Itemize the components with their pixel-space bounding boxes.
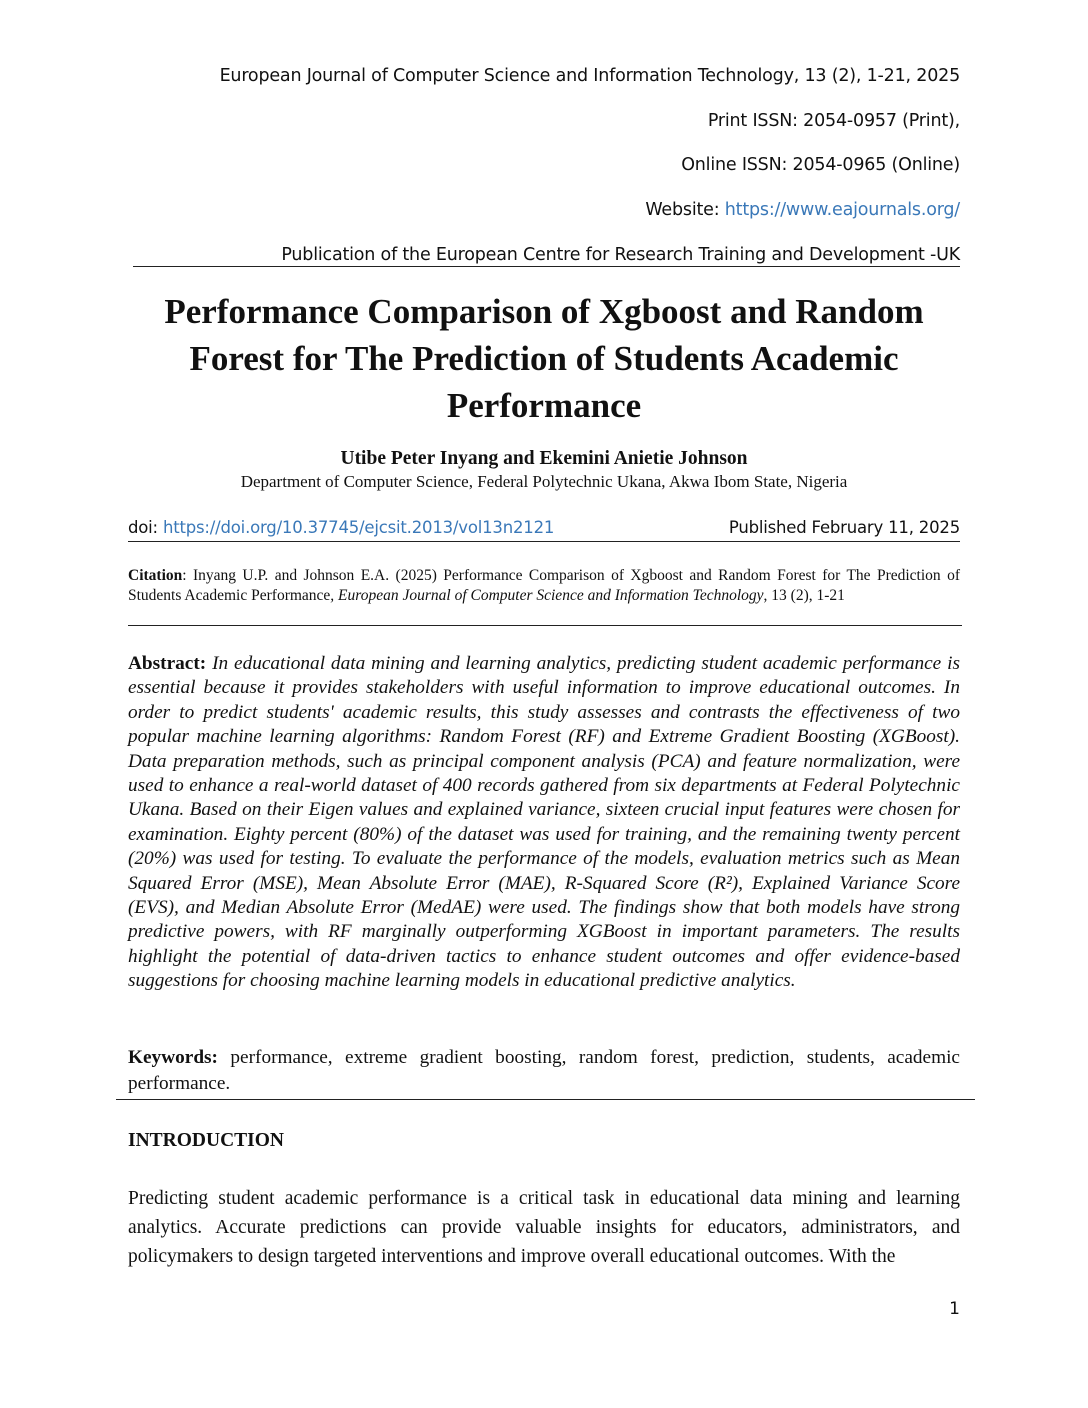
title-line: Performance Comparison of Xgboost and Random [164,292,924,331]
header-divider [133,266,960,267]
published-date: Published February 11, 2025 [728,518,960,537]
citation [128,566,960,606]
doi [128,518,554,537]
authors: Utibe Peter Inyang and Ekemini Anietie Johnson [340,448,748,469]
keywords-text: performance, extreme gradient boosting, random forest, prediction, students, academic performance. [128,1047,960,1094]
citation-divider [128,625,962,626]
doi-divider [128,541,960,542]
online-issn: Online ISSN: 2054-0965 (Online) [681,155,960,175]
citation-journal: , European Journal of Computer Science and Information Technology [330,587,764,604]
doi-row [128,518,960,537]
abstract-label: Abstract: [128,653,207,674]
abstract-text: In educational data mining and learning analytics, predicting student academic performance is essential because it provides stakeholders with useful information to improve educational outcomes. In order to predict students' academic results, this study assesses and contrasts the effectiveness of two popular machine learning algorithms: Random Forest (RF) and Extreme Gradient Boosting (XGBoost). Data preparation methods, such as principal component analysis (PCA) and feature normalization, were used to enhance a real-world dataset of 400 records gathered from six departments at Federal Polytechnic Ukana. Based on their Eigen values and explained variance, sixteen crucial input features were chosen for examination. Eighty percent (80%) of the dataset was used for training, and the remaining twenty percent (20%) was used for testing. To evaluate the performance of the models, evaluation metrics such as Mean Squared Error (MSE), Mean Absolute Error (MAE), R-Squared Score (R²), Explained Variance Score (EVS), and Median Absolute Error (MedAE) were used. The findings show that both models have strong predictive powers, with RF marginally outperforming XGBoost in important parameters. The results highlight the potential of data-driven tactics to enhance student outcomes and offer evidence-based suggestions for choosing machine learning models in educational predictive analytics. [128,653,960,992]
print-issn: Print ISSN: 2054-0957 (Print), [707,111,960,131]
introduction-paragraph: Predicting student academic performance is a critical task in educational data mining and learning analytics. Accurate predictions can provide valuable insights for educators, administrators, and policymakers to design targeted interventions and improve overall educational outcomes. With the [128,1188,960,1267]
affiliation: Department of Computer Science, Federal Polytechnic Ukana, Akwa Ibom State, Nigeria [240,472,848,491]
doi-label: doi: [128,518,163,537]
website-line [645,200,960,220]
keywords-label: Keywords: [128,1047,218,1068]
title-line: Performance [446,386,642,425]
citation-text: : Inyang U.P. and Johnson E.A. (2025) Performance Comparison of Xgboost and Random Forest for The Prediction of Students Academic Performance [128,567,960,604]
abstract-divider [116,1099,975,1100]
publisher-line: Publication of the European Centre for Research Training and Development -UK [281,245,960,265]
paper-title [100,288,988,429]
journal-header: European Journal of Computer Science and Information Technology, 13 (2), 1-21, 2025 [219,66,960,86]
introduction-heading: INTRODUCTION [128,1130,285,1151]
citation-label: Citation [128,567,183,584]
keywords [128,1045,960,1097]
website-link[interactable]: https://www.eajournals.org/ [724,200,960,220]
abstract [128,652,960,994]
page-number: 1 [949,1299,960,1319]
citation-tail: , 13 (2), 1-21 [763,587,845,604]
title-line: Forest for The Prediction of Students Academic [189,339,899,378]
website-label: Website: [645,200,725,220]
doi-link[interactable]: https://doi.org/10.37745/ejcsit.2013/vol13n2121 [162,518,555,537]
